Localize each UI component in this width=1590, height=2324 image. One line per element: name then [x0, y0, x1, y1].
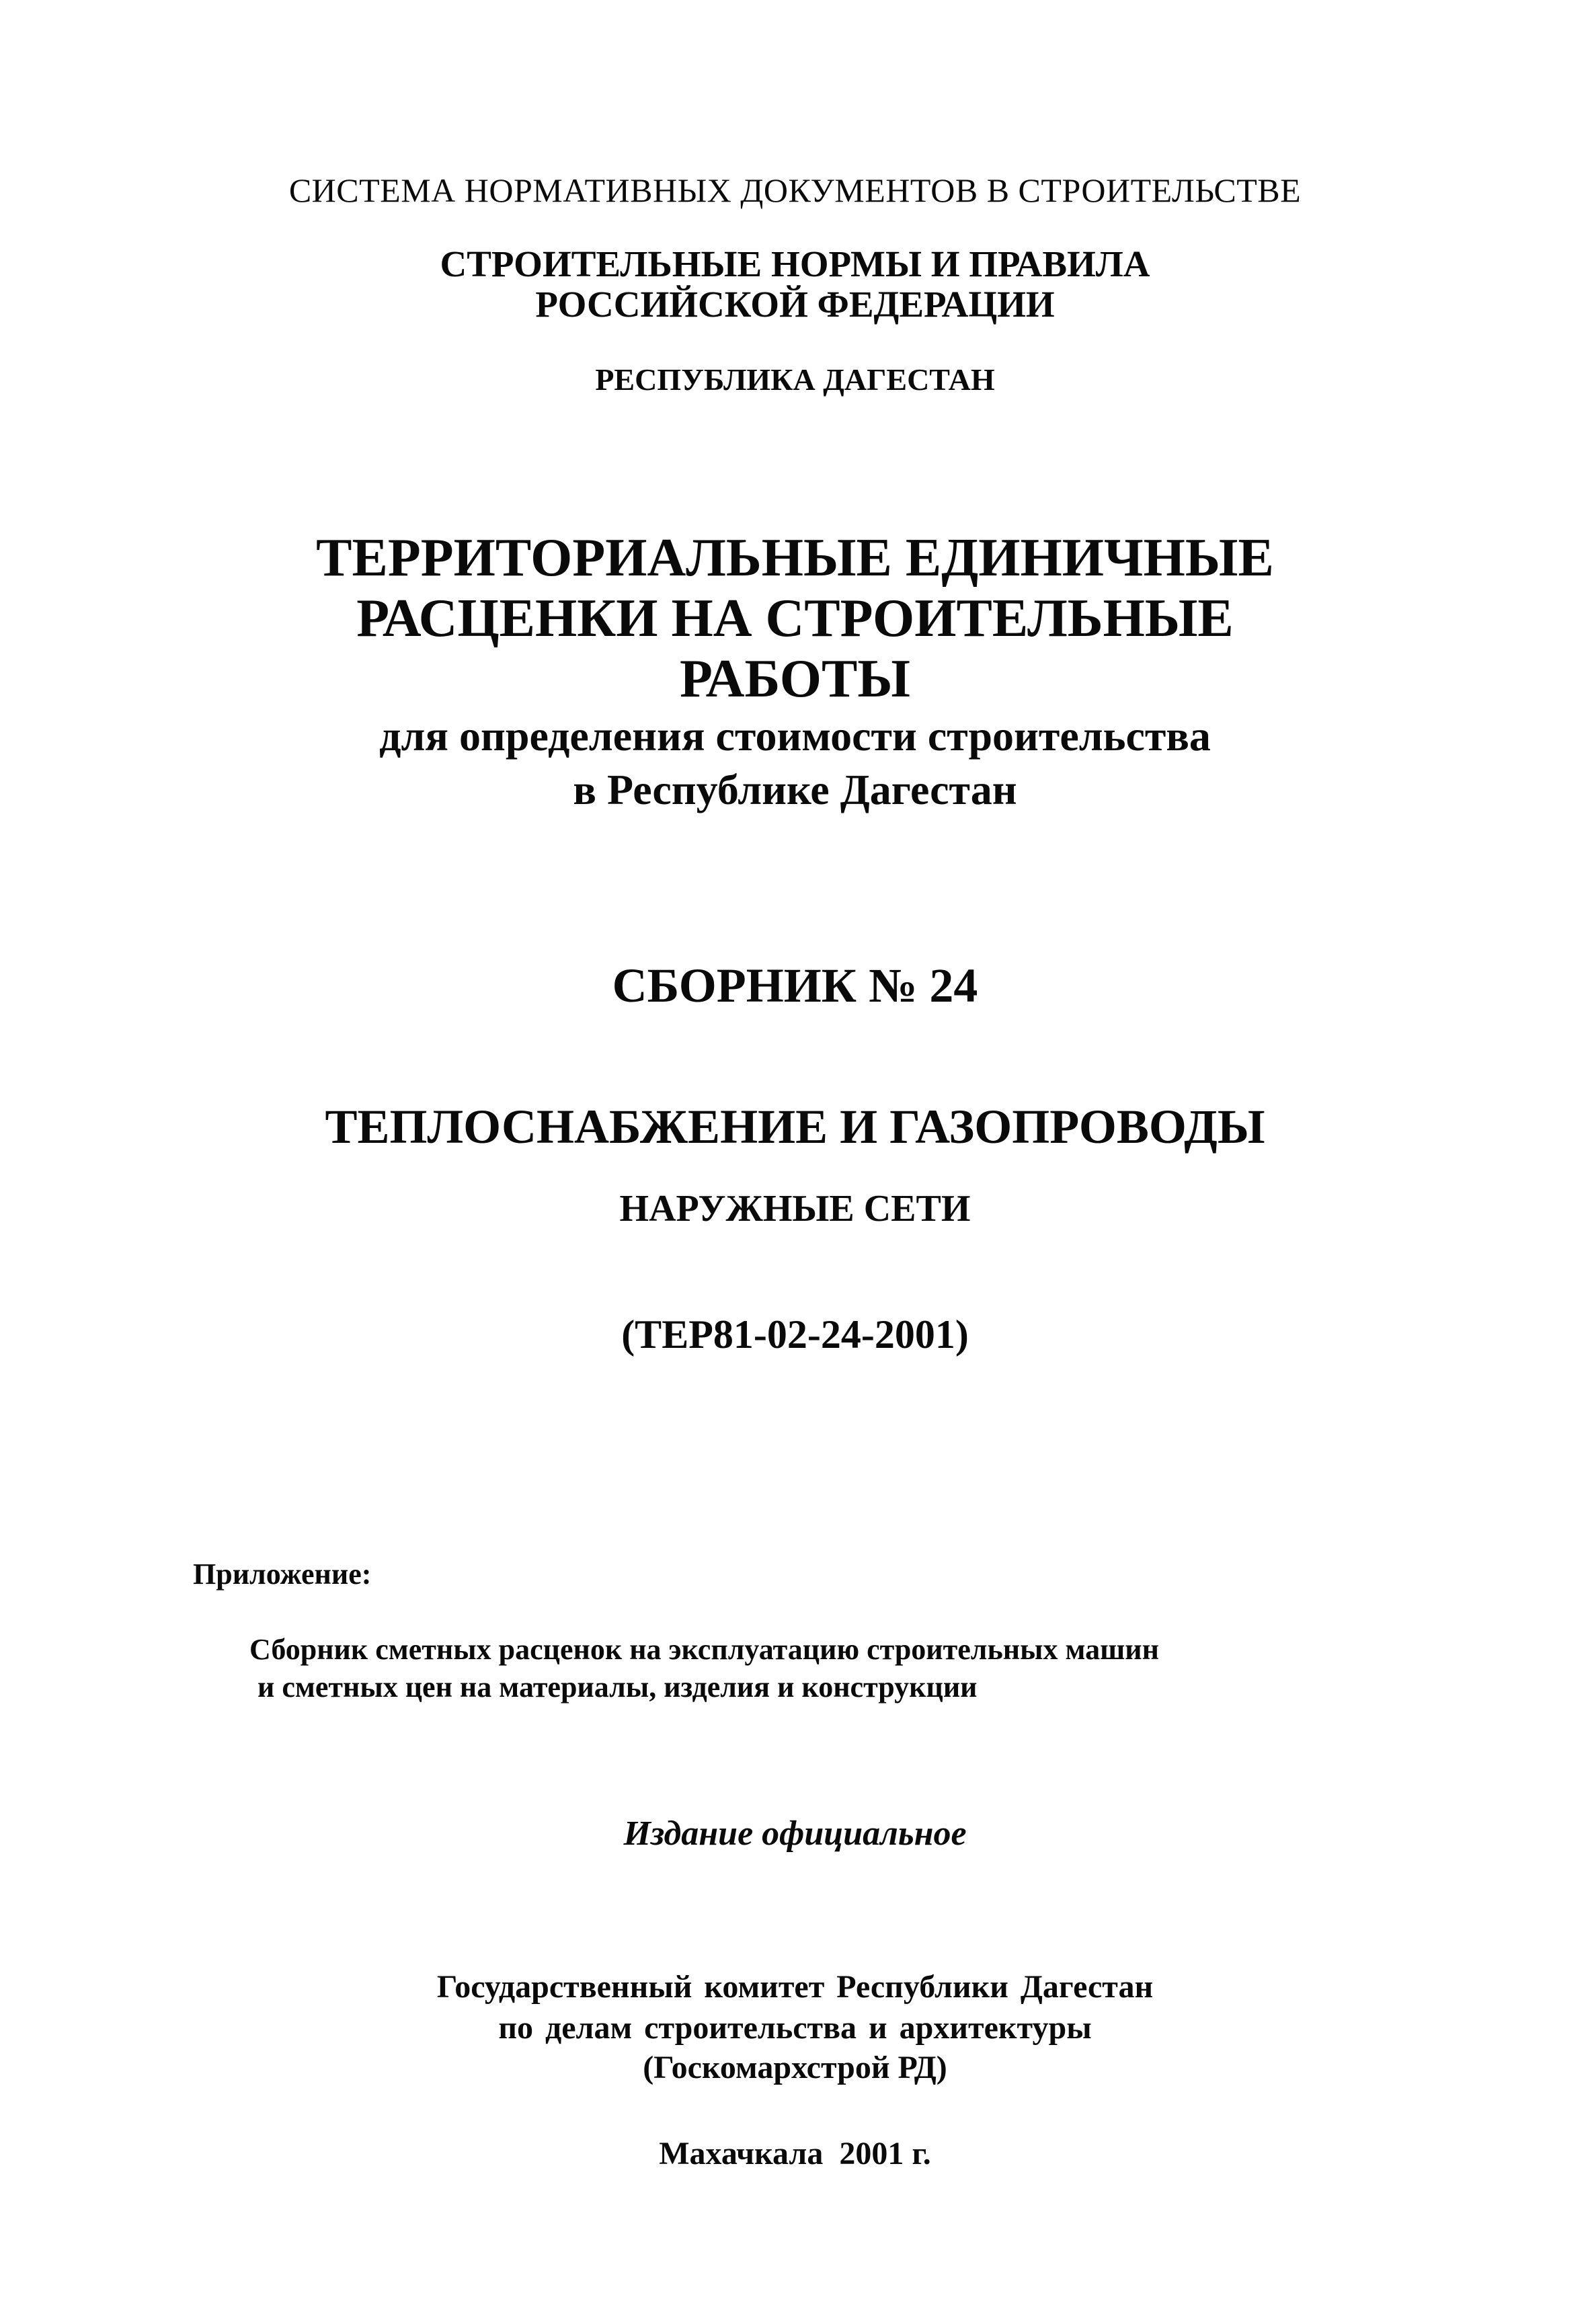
norms-title-line2: РОССИЙСКОЙ ФЕДЕРАЦИИ — [535, 284, 1055, 325]
appendix-line2: и сметных цен на материалы, изделия и конструкции — [257, 1671, 978, 1704]
main-title-line1: ТЕРРИТОРИАЛЬНЫЕ ЕДИНИЧНЫЕ — [316, 528, 1274, 588]
publisher-line1: Государственный комитет Республики Дагестан — [436, 1969, 1154, 2005]
system-header: СИСТЕМА НОРМАТИВНЫХ ДОКУМЕНТОВ В СТРОИТЕЛЬСТВЕ — [288, 171, 1302, 209]
collection-name: ТЕПЛОСНАБЖЕНИЕ И ГАЗОПРОВОДЫ — [325, 1100, 1265, 1154]
subtitle-line2: в Республике Дагестан — [573, 766, 1017, 813]
norms-title-line1: СТРОИТЕЛЬНЫЕ НОРМЫ И ПРАВИЛА — [440, 243, 1150, 284]
publisher-line2: по делам строительства и архитектуры — [498, 2010, 1092, 2046]
region-name: РЕСПУБЛИКА ДАГЕСТАН — [595, 362, 995, 397]
collection-number: СБОРНИК № 24 — [612, 959, 978, 1012]
publisher-line3: (Госкомархстрой РД) — [643, 2050, 947, 2085]
imprint: Махачкала 2001 г. — [659, 2136, 931, 2171]
edition-note: Издание официальное — [623, 1814, 967, 1853]
collection-subname: НАРУЖНЫЕ СЕТИ — [619, 1188, 971, 1230]
main-title-line3: РАБОТЫ — [680, 649, 910, 709]
main-title-line2: РАСЦЕНКИ НА СТРОИТЕЛЬНЫЕ — [356, 589, 1234, 648]
document-code: (ТЕР81-02-24-2001) — [621, 1312, 969, 1357]
appendix-label: Приложение: — [193, 1558, 372, 1591]
subtitle-line1: для определения стоимости строительства — [379, 712, 1211, 760]
appendix-line1: Сборник сметных расценок на эксплуатацию строительных машин — [249, 1633, 1159, 1666]
